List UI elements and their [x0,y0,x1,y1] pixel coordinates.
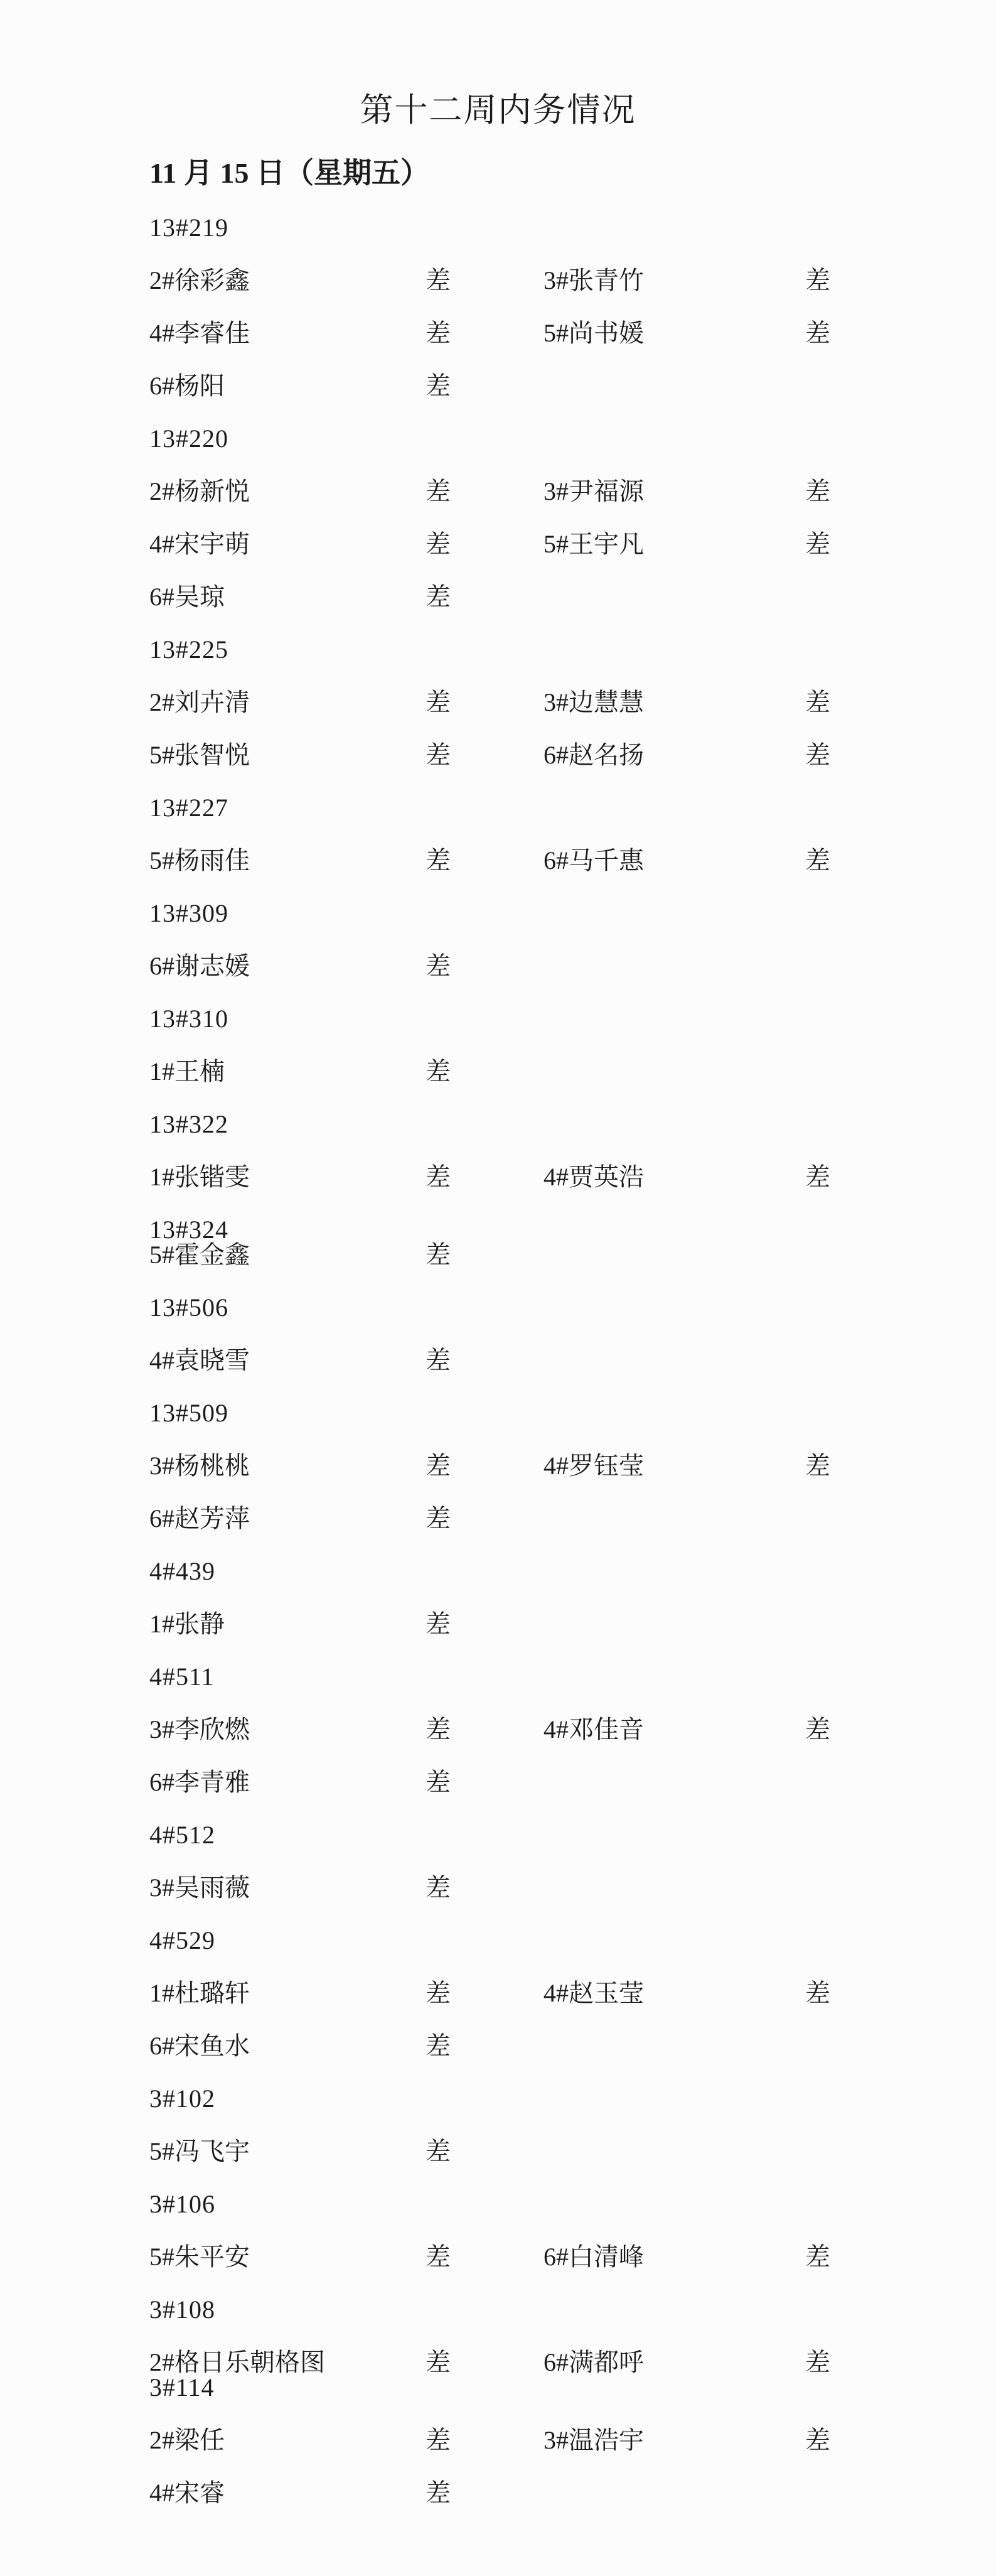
room-heading: 4#512 [149,1821,215,1849]
date-line: 11 月 15 日（星期五） [149,157,429,189]
grade-value: 差 [805,530,830,558]
student-name: 6#李青雅 [149,1768,250,1796]
student-name: 3#温浩宇 [544,2426,644,2454]
student-name: 4#宋睿 [149,2479,225,2507]
entry-row [149,1057,958,1086]
grade-value: 差 [426,477,451,505]
student-name: 1#张静 [149,1610,225,1638]
student-name: 2#刘卉清 [149,688,250,716]
room-heading: 13#509 [149,1399,228,1427]
grade-value: 差 [426,372,451,400]
student-name: 4#罗钰莹 [544,1452,644,1480]
grade-value: 差 [805,2243,830,2271]
grade-value: 差 [426,2137,451,2165]
room-heading: 13#219 [149,213,228,242]
entry-row [149,530,958,559]
grade-value: 差 [805,1979,830,2007]
grade-value: 差 [805,688,830,716]
entry-row [149,477,958,506]
student-name: 2#杨新悦 [149,477,250,505]
grade-value: 差 [426,1979,451,2007]
grade-value: 差 [805,1715,830,1743]
student-name: 6#赵名扬 [544,741,644,769]
room-heading: 4#439 [149,1557,215,1585]
student-name: 6#吴琼 [149,583,225,611]
student-name: 6#宋鱼水 [149,2032,250,2060]
grade-value: 差 [426,846,451,875]
student-name: 5#杨雨佳 [149,846,250,875]
grade-value: 差 [426,2426,451,2454]
grade-value: 差 [805,319,830,347]
student-name: 2#格日乐朝格图 [149,2348,325,2376]
student-name: 5#冯飞宇 [149,2137,250,2165]
entry-row [149,1346,958,1375]
grade-value: 差 [426,2032,451,2060]
student-name: 3#李欣燃 [149,1715,250,1743]
student-name: 2#梁任 [149,2426,225,2454]
grade-value: 差 [805,477,830,505]
room-heading: 13#309 [149,899,228,927]
grade-value: 差 [426,1163,451,1191]
student-name: 4#宋宇萌 [149,530,250,558]
page-title: 第十二周内务情况 [360,92,636,129]
entry-row [149,688,958,717]
grade-value: 差 [426,2479,451,2507]
room-heading: 4#511 [149,1663,215,1691]
student-name: 5#尚书媛 [544,319,644,347]
room-heading: 3#106 [149,2190,215,2218]
entry-row [149,2426,958,2455]
grade-value: 差 [426,2348,451,2376]
student-name: 6#白清峰 [544,2243,644,2271]
student-name: 6#马千惠 [544,846,644,875]
student-name: 1#杜璐轩 [149,1979,250,2007]
grade-value: 差 [426,1057,451,1086]
student-name: 1#张锴雯 [149,1163,250,1191]
grade-value: 差 [426,1768,451,1796]
entry-row [149,2348,958,2377]
grade-value: 差 [805,2426,830,2454]
student-name: 3#张青竹 [544,266,644,294]
student-name: 3#吴雨薇 [149,1873,250,1902]
grade-value: 差 [426,1241,451,1269]
grade-value: 差 [805,1163,830,1191]
grade-value: 差 [805,2348,830,2376]
room-heading: 13#506 [149,1293,228,1322]
grade-value: 差 [426,688,451,716]
student-name: 4#贾英浩 [544,1163,644,1191]
student-name: 6#谢志媛 [149,952,250,980]
room-heading: 13#322 [149,1110,228,1138]
entry-row [149,1452,958,1480]
room-heading: 4#529 [149,1926,215,1954]
student-name: 1#王楠 [149,1057,225,1086]
room-heading: 3#114 [149,2373,215,2401]
room-heading: 13#324 [149,1215,228,1244]
grade-value: 差 [805,266,830,294]
entry-row [149,1715,958,1744]
grade-value: 差 [426,1873,451,1902]
room-heading: 13#310 [149,1005,228,1033]
entry-row [149,319,958,348]
grade-value: 差 [426,741,451,769]
entry-row [149,1163,958,1192]
student-name: 3#尹福源 [544,477,644,505]
grade-value: 差 [426,1504,451,1533]
room-heading: 13#227 [149,794,228,822]
entry-row [149,1504,958,1533]
entry-row [149,846,958,875]
grade-value: 差 [426,319,451,347]
entry-row [149,1979,958,2008]
entry-row [149,583,958,612]
grade-value: 差 [426,583,451,611]
student-name: 5#张智悦 [149,741,250,769]
grade-value: 差 [805,741,830,769]
entry-row [149,1768,958,1797]
student-name: 6#杨阳 [149,372,225,400]
student-name: 5#朱平安 [149,2243,250,2271]
grade-value: 差 [426,530,451,558]
document-body [0,157,996,2508]
grade-value: 差 [426,1610,451,1638]
student-name: 5#霍金鑫 [149,1241,250,1269]
student-name: 6#满都呼 [544,2348,644,2376]
student-name: 3#边慧慧 [544,688,644,716]
student-name: 4#赵玉莹 [544,1979,644,2007]
entry-row [149,952,958,981]
entry-row [149,2137,958,2166]
grade-value: 差 [426,1715,451,1743]
grade-value: 差 [426,1346,451,1374]
grade-value: 差 [426,266,451,294]
grade-value: 差 [805,1452,830,1480]
entry-row [149,1241,958,1269]
grade-value: 差 [426,1452,451,1480]
student-name: 4#李睿佳 [149,319,250,347]
entry-row [149,2032,958,2061]
grade-value: 差 [426,2243,451,2271]
entry-row [149,2479,958,2508]
room-heading: 3#108 [149,2295,215,2324]
room-heading: 13#220 [149,424,228,453]
student-name: 4#邓佳音 [544,1715,644,1743]
room-heading: 13#225 [149,635,228,664]
grade-value: 差 [426,952,451,980]
grade-value: 差 [805,846,830,875]
entry-row [149,1610,958,1639]
entry-row [149,741,958,770]
student-name: 4#袁晓雪 [149,1346,250,1374]
entry-row [149,1873,958,1902]
student-name: 6#赵芳萍 [149,1504,250,1533]
entry-row [149,372,958,401]
student-name: 5#王宇凡 [544,530,644,558]
inspection-list [149,213,958,2508]
entry-row [149,2243,958,2272]
room-heading: 3#102 [149,2084,215,2113]
entry-row [149,266,958,295]
student-name: 2#徐彩鑫 [149,266,250,294]
student-name: 3#杨桃桃 [149,1452,250,1480]
